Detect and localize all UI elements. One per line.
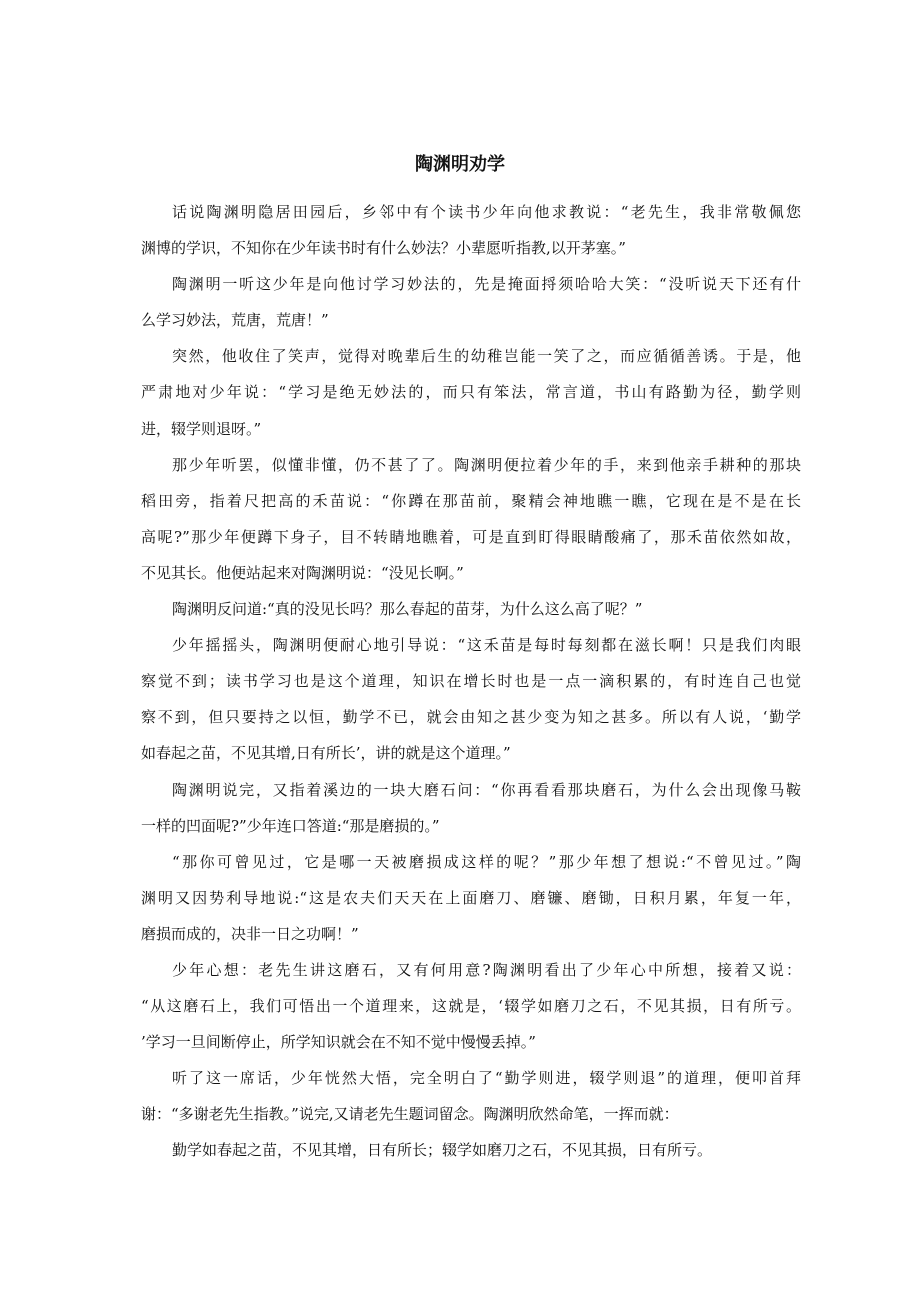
paragraph-line: 察不到，但只要持之以恒，勤学不已，就会由知之甚少变为知之甚多。所以有人说，‘勤学 — [141, 708, 801, 727]
paragraph — [141, 447, 801, 591]
paragraph-line: 话说陶渊明隐居田园后，乡邻中有个读书少年向他求教说：“老先生，我非常敬佩您 — [172, 203, 801, 221]
paragraph-line: 稻田旁，指着尺把高的禾苗说：“你蹲在那苗前，聚精会神地瞧一瞧，它现在是不是在长 — [141, 491, 801, 510]
paragraph-line: 察觉不到；读书学习也是这个道理，知识在增长时也是一点一滴积累的，有时连自己也觉 — [141, 672, 801, 691]
paragraph-line: 渊博的学识，不知你在少年读书时有什么妙法？小辈愿听指教,以开茅塞。” — [141, 239, 626, 258]
paragraph-line: 陶渊明一听这少年是向他讨学习妙法的，先是掩面捋须哈哈大笑：“没听说天下还有什 — [172, 275, 801, 294]
paragraph — [141, 952, 801, 1060]
paragraph-line: 少年摇摇头，陶渊明便耐心地引导说：“这禾苗是每时每刻都在滋长啊！只是我们肉眼 — [172, 636, 801, 655]
paragraph — [141, 772, 801, 844]
paragraph-line: 进，辍学则退呀。” — [141, 419, 262, 438]
paragraph — [141, 844, 801, 952]
paragraph-line: “从这磨石上，我们可悟出一个道理来，这就是，‘辍学如磨刀之石，不见其损，日有所亏。 — [141, 997, 801, 1016]
paragraph-line: 如春起之苗，不见其增,日有所长’，讲的就是这个道理。” — [141, 744, 511, 763]
paragraph — [141, 1060, 801, 1132]
paragraph-line: 陶渊明反问道:“真的没见长吗？那么春起的苗芽，为什么这么高了呢？” — [172, 600, 643, 619]
paragraph — [141, 1132, 801, 1168]
paragraph-line: 严肃地对少年说：“学习是绝无妙法的，而只有笨法，常言道，书山有路勤为径，勤学则 — [141, 383, 801, 402]
paragraph — [141, 266, 801, 338]
paragraph-line: 磨损而成的，决非一日之功啊！” — [141, 924, 359, 943]
paragraph-line: 少年心想：老先生讲这磨石，又有何用意?陶渊明看出了少年心中所想，接着又说： — [172, 960, 801, 979]
paragraph — [141, 194, 801, 266]
paragraph-line: 谢：“多谢老先生指教。”说完,又请老先生题词留念。陶渊明欣然命笔，一挥而就： — [141, 1105, 679, 1124]
paragraph-line: 突然，他收住了笑声，觉得对晚辈后生的幼稚岂能一笑了之，而应循循善诱。于是，他 — [172, 347, 801, 366]
paragraph-line: “那你可曾见过，它是哪一天被磨损成这样的呢？”那少年想了想说:“不曾见过。”陶 — [172, 852, 801, 871]
paragraph-line: 一样的凹面呢?”少年连口答道:“那是磨损的。” — [141, 816, 440, 835]
paragraph-line: 那少年听罢，似懂非懂，仍不甚了了。陶渊明便拉着少年的手，来到他亲手耕种的那块 — [172, 455, 801, 474]
paragraph-line: 么学习妙法，荒唐，荒唐！” — [141, 311, 329, 330]
paragraph-line: 高呢?”那少年便蹲下身子，目不转睛地瞧着，可是直到盯得眼睛酸痛了，那禾苗依然如故， — [141, 527, 801, 546]
paragraph-line: 渊明又因势利导地说:“这是农夫们天天在上面磨刀、磨镰、磨锄，日积月累，年复一年， — [141, 888, 801, 907]
paragraph-line: ’学习一旦间断停止，所学知识就会在不知不觉中慢慢丢掉。” — [141, 1033, 536, 1052]
paragraph — [141, 591, 801, 627]
paragraph-line: 听了这一席话，少年恍然大悟，完全明白了“勤学则进，辍学则退”的道理，便叩首拜 — [172, 1069, 801, 1088]
document-body — [141, 194, 801, 1169]
paragraph-line: 陶渊明说完，又指着溪边的一块大磨石问：“你再看看那块磨石，为什么会出现像马鞍 — [172, 780, 801, 799]
paragraph — [141, 627, 801, 771]
paragraph-line: 不见其长。他便站起来对陶渊明说：“没见长啊。” — [141, 563, 464, 582]
document-title: 陶渊明劝学 — [415, 154, 505, 175]
paragraph — [141, 338, 801, 446]
paragraph-line: 勤学如春起之苗，不见其增，日有所长；辍学如磨刀之石，不见其损，日有所亏。 — [172, 1141, 713, 1160]
